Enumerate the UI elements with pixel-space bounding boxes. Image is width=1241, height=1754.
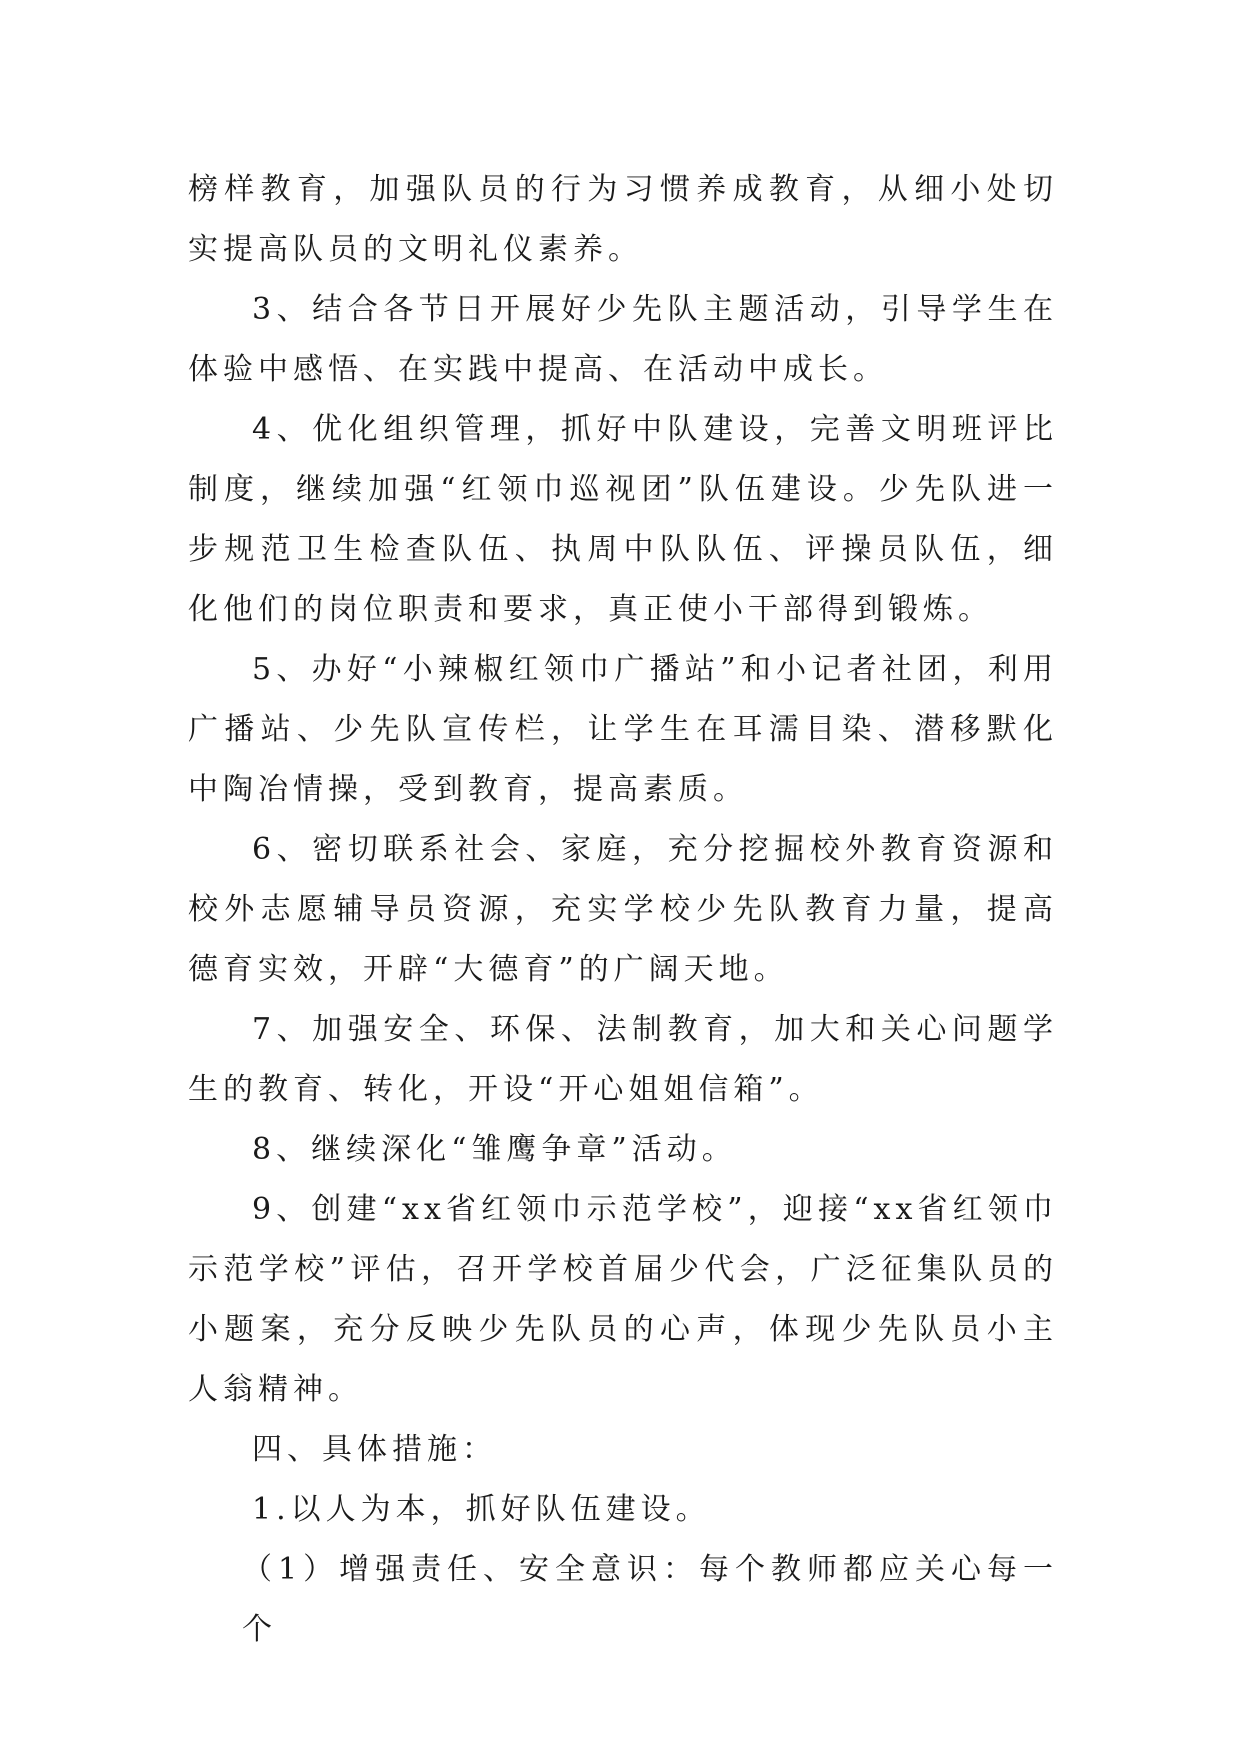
document-body — [188, 160, 1058, 1660]
paragraph-item-8: 8、继续深化“雏鹰争章”活动。 — [252, 1132, 737, 1167]
subsection-heading-1: 1.以人为本，抓好队伍建设。 — [252, 1492, 711, 1527]
paragraph-item-9: 9、创建“xx省红领巾示范学校”，迎接“xx省红领巾示范学校”评估，召开学校首届少代会，广泛征集队员的小题案，充分反映少先队员的心声，体现少先队员小主人翁精神。 — [188, 1192, 1058, 1407]
paragraph-item-6: 6、密切联系社会、家庭，充分挖掘校外教育资源和校外志愿辅导员资源，充实学校少先队教育力量，提高德育实效，开辟“大德育”的广阔天地。 — [188, 832, 1058, 987]
paragraph-item-4: 4、优化组织管理，抓好中队建设，完善文明班评比制度，继续加强“红领巾巡视团”队伍建设。少先队进一步规范卫生检查队伍、执周中队队伍、评操员队伍，细化他们的岗位职责和要求，真正使小干部得到锻炼。 — [188, 412, 1058, 627]
section-heading-measures: 四、具体措施： — [252, 1432, 497, 1467]
paragraph-item-5: 5、办好“小辣椒红领巾广播站”和小记者社团，利用广播站、少先队宣传栏，让学生在耳濡目染、潜移默化中陶冶情操，受到教育，提高素质。 — [188, 652, 1058, 807]
paragraph-item-7: 7、加强安全、环保、法制教育，加大和关心问题学生的教育、转化，开设“开心姐姐信箱”。 — [188, 1012, 1058, 1107]
paragraph-subitem-1: （1）增强责任、安全意识：每个教师都应关心每一个 — [242, 1552, 1058, 1647]
paragraph-item-3: 3、结合各节日开展好少先队主题活动，引导学生在体验中感悟、在实践中提高、在活动中成长。 — [188, 292, 1058, 387]
paragraph-continuation: 榜样教育，加强队员的行为习惯养成教育，从细小处切实提高队员的文明礼仪素养。 — [188, 172, 1058, 267]
